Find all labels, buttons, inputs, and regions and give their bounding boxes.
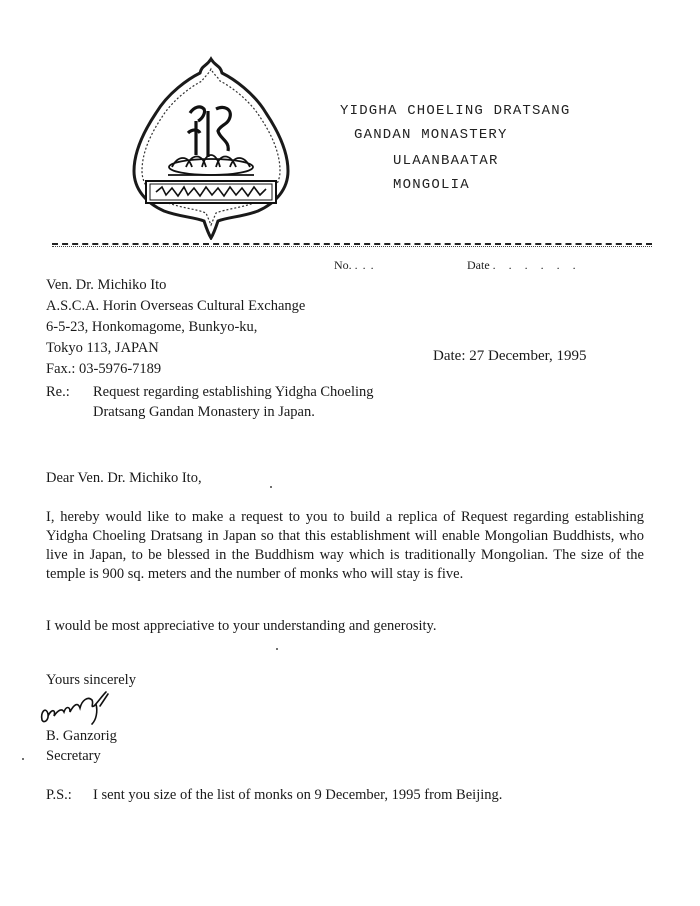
ps-label: P.S.: <box>46 787 72 803</box>
scan-speck <box>22 758 24 760</box>
body-paragraph: I, hereby would like to make a request to you to build a replica of Request regarding establishing Yidgha Choeling Dratsang in Japan so that this establishment will enable Mongolian Buddhists, who live in Japan, to be blessed in the Buddhism way which is traditionally Mongolian. The size of the temple is 900 sq. meters and the number of monks who will stay is five. <box>46 509 644 582</box>
recipient-city: Tokyo 113, JAPAN <box>46 340 159 356</box>
scan-speck <box>270 486 272 488</box>
signer-name: B. Ganzorig <box>46 728 117 744</box>
reference-number-field <box>334 258 379 273</box>
re-label: Re.: <box>46 384 70 400</box>
no-label: No. <box>334 258 352 272</box>
signer-block <box>46 726 117 766</box>
closing: Yours sincerely <box>46 672 136 688</box>
bodhi-leaf-logo <box>128 55 294 240</box>
re-subject-line-1: Request regarding establishing Yidgha Choeling <box>93 384 374 400</box>
handwritten-signature <box>36 686 126 728</box>
recipient-street: 6-5-23, Honkomagome, Bunkyo-ku, <box>46 319 258 335</box>
re-subject <box>93 382 374 422</box>
signer-title: Secretary <box>46 748 101 764</box>
recipient-address <box>46 275 305 380</box>
letterhead-date-field <box>467 258 581 273</box>
letterhead-line-2: GANDAN MONASTERY <box>354 127 508 143</box>
recipient-fax: Fax.: 03-5976-7189 <box>46 361 162 377</box>
recipient-name: Ven. Dr. Michiko Ito <box>46 277 167 293</box>
letterhead-divider <box>52 243 652 245</box>
recipient-organization: A.S.C.A. Horin Overseas Cultural Exchange <box>46 298 306 314</box>
date-label: Date <box>467 258 490 272</box>
scan-speck <box>276 648 278 650</box>
letter-date: Date: 27 December, 1995 <box>433 348 587 364</box>
salutation: Dear Ven. Dr. Michiko Ito, <box>46 470 202 486</box>
re-subject-line-2: Dratsang Gandan Monastery in Japan. <box>93 404 315 420</box>
letterhead-line-1: YIDGHA CHOELING DRATSANG <box>340 103 571 119</box>
no-dots: ... <box>354 258 379 272</box>
letterhead-line-4: MONGOLIA <box>393 177 470 193</box>
date-dots: . . . . . . <box>492 258 581 272</box>
letterhead-line-3: ULAANBAATAR <box>393 153 499 169</box>
appreciation-paragraph: I would be most appreciative to your understanding and generosity. <box>46 618 437 634</box>
letterhead-divider-dotted <box>52 246 652 247</box>
ps-text: I sent you size of the list of monks on 9 December, 1995 from Beijing. <box>93 787 503 803</box>
